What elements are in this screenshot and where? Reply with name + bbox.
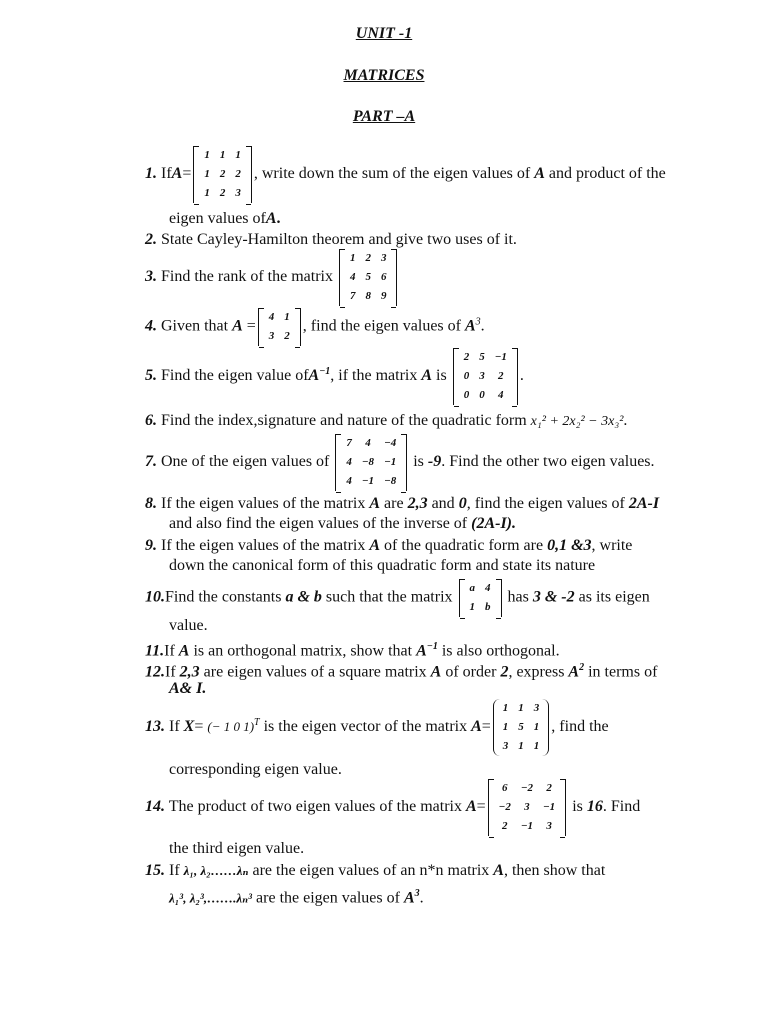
matrix-cell: −1 [543, 801, 556, 813]
matrix-cell: b [485, 601, 491, 613]
matrix-cell: 4 [268, 311, 275, 323]
question-text: If [161, 165, 172, 183]
question-number: 5. [145, 367, 157, 385]
question-text: and also find the eigen values of the inverse of [169, 515, 468, 532]
question-text: If the eigen values of the matrix [161, 537, 366, 554]
exponent: 3 [475, 316, 481, 328]
question-9-continued [169, 556, 595, 576]
matrix-grid [498, 699, 545, 756]
exponent: 2 [579, 662, 585, 673]
exponent: 3 [414, 888, 420, 899]
question-number: 14. [145, 798, 165, 816]
matrix-row [494, 817, 561, 836]
matrix-symbol: A [471, 718, 482, 736]
matrix-cell: 0 [479, 389, 485, 401]
matrix-cell: 1 [518, 740, 524, 752]
question-1-continued [169, 209, 281, 229]
matrix-cell: 2 [463, 351, 470, 363]
matrix-cell: 1 [204, 187, 210, 199]
matrix-cell: 4 [365, 437, 371, 449]
matrix-row [459, 367, 512, 386]
question-text: If [164, 642, 175, 660]
matrix-cell: 1 [533, 740, 540, 752]
matrix-cell: 4 [346, 456, 352, 468]
question-text: , find the eigen values of [466, 495, 625, 512]
order-value: 2 [500, 663, 509, 681]
question-text: such that the matrix [325, 588, 453, 606]
matrix-symbol: A [493, 862, 504, 879]
matrix-symbol: A [265, 210, 277, 227]
question-14-continued [169, 839, 304, 859]
equals-sign: = [476, 798, 486, 816]
question-1 [145, 146, 738, 203]
matrix-grid [459, 348, 512, 405]
question-14 [145, 779, 738, 836]
question-text: the third eigen value. [169, 840, 305, 857]
matrix-symbol: A [568, 663, 580, 681]
matrix-symbol: A [534, 165, 545, 183]
question-number: 15. [145, 862, 165, 879]
question-text: Find the index,signature and nature of the quadratic form [161, 412, 527, 429]
matrix-row [341, 453, 401, 472]
question-number: 1. [145, 165, 157, 183]
matrix-grid [494, 779, 561, 836]
matrix [193, 146, 252, 203]
matrix-grid [465, 579, 496, 617]
matrix-cell: 6 [502, 782, 508, 794]
matrix-grid [345, 249, 392, 306]
question-12 [145, 658, 738, 682]
question-number: 7. [145, 453, 157, 471]
question-text: . Find [602, 798, 641, 816]
question-text: . Find the other two eigen values. [441, 453, 655, 471]
question-13-continued [169, 760, 342, 780]
matrix-row [494, 798, 561, 817]
question-text: as its eigen [578, 588, 650, 606]
question-text: Given that [161, 317, 229, 335]
question-12-continued [169, 679, 206, 699]
matrix-symbol: A [171, 165, 183, 183]
matrix-cell: 2 [235, 168, 241, 180]
matrix-cell: 3 [380, 252, 387, 264]
matrix-cell: 4 [349, 271, 356, 283]
matrix-symbol: A [232, 317, 243, 335]
matrix-row [345, 249, 392, 268]
matrix-cell: 1 [219, 149, 226, 161]
constants: a & b [285, 588, 322, 606]
exponent: −1 [426, 641, 438, 652]
equals-sign: = [481, 718, 491, 736]
matrix-row [494, 779, 561, 798]
question-5 [145, 348, 738, 405]
matrix-cell: 3 [502, 740, 509, 752]
eigen-value: -9 [427, 453, 442, 471]
question-8 [145, 494, 738, 514]
expression: (2A-I). [471, 515, 517, 532]
left-paren [493, 699, 500, 756]
matrix-row [264, 327, 295, 346]
question-text: and product of the [548, 165, 666, 183]
transpose-mark: T [254, 716, 260, 728]
matrix-row [498, 718, 545, 737]
matrix-cell: a [469, 582, 476, 594]
question-text: value. [169, 617, 208, 634]
matrix-row [498, 737, 545, 756]
matrix-cell: 9 [380, 290, 387, 302]
matrix-cell: 1 [235, 149, 241, 161]
question-2 [145, 230, 738, 250]
matrix-cell: −1 [384, 456, 397, 468]
equals-sign: = [194, 718, 204, 736]
matrix-symbol: A [369, 537, 381, 554]
matrix-symbol: A [403, 889, 415, 907]
question-text: Find the eigen value of [161, 367, 309, 385]
matrix-cell: 7 [346, 437, 352, 449]
question-number: 9. [145, 537, 157, 554]
matrix-cell: 0 [463, 389, 470, 401]
matrix-cell: 2 [502, 820, 508, 832]
question-text: Find the rank of the matrix [161, 268, 333, 286]
matrix-row [264, 308, 295, 327]
question-text: , find the [551, 718, 609, 736]
question-text: are the eigen values of [256, 889, 400, 907]
question-text: has [507, 588, 529, 606]
question-number: 3. [145, 268, 157, 286]
question-text: in terms of [588, 663, 658, 681]
question-text: One of the eigen values of [161, 453, 330, 471]
matrix [258, 308, 301, 346]
matrix-cell: 2 [284, 330, 290, 342]
matrix-row [459, 348, 512, 367]
matrix [459, 579, 502, 617]
matrix-cell: 1 [502, 721, 509, 733]
matrix-cell: 0 [463, 370, 470, 382]
question-text: The product of two eigen values of the matrix [168, 798, 462, 816]
matrix [493, 699, 550, 756]
question-text: is an orthogonal matrix, show that [193, 642, 413, 660]
matrix-cell: 1 [502, 702, 509, 714]
question-text: corresponding eigen value. [169, 761, 342, 778]
matrix-cell: 1 [518, 702, 524, 714]
question-9 [145, 536, 738, 556]
matrix-cell: −1 [520, 820, 534, 832]
matrix-cell: −2 [498, 801, 511, 813]
matrix-grid [341, 434, 401, 491]
matrix-cell: 3 [268, 330, 275, 342]
question-text: down the canonical form of this quadratic form and state its nature [169, 557, 596, 574]
question-text: , find the eigen values of [302, 317, 461, 335]
question-text: Find the constants [165, 588, 282, 606]
matrix-row [465, 579, 496, 598]
period: . [419, 889, 424, 907]
question-10-continued [169, 616, 208, 636]
matrix [453, 348, 518, 405]
matrix-row [341, 472, 401, 491]
matrix-cell: −8 [384, 475, 397, 487]
part-heading: PART –A [352, 108, 416, 125]
unit-heading: UNIT -1 [355, 25, 413, 42]
matrix-cell: −1 [494, 351, 507, 363]
question-text: is [436, 367, 447, 385]
matrix-cell: 4 [485, 582, 491, 594]
question-8-continued [169, 514, 516, 534]
matrix-cell: −4 [384, 437, 397, 449]
matrix [488, 779, 567, 836]
question-number: 13. [145, 718, 165, 736]
matrix-row [199, 184, 246, 203]
eigen-values: 3 & -2 [532, 588, 575, 606]
question-number: 2. [145, 231, 157, 248]
matrix-grid [264, 308, 295, 346]
exponent: −1 [319, 365, 331, 377]
matrix-symbol: A [421, 367, 433, 385]
eigen-values-cubed: λ₁³, λ₂³,…….λₙ³ [169, 890, 253, 906]
topic-heading: MATRICES [343, 67, 425, 84]
question-6 [145, 411, 738, 432]
matrix-cell: 2 [365, 252, 371, 264]
expression: A& I. [169, 680, 207, 697]
eigen-vector: (− 1 0 1) [207, 719, 255, 735]
product-value: 16 [586, 798, 603, 816]
matrix-symbol: A [465, 798, 477, 816]
matrix-symbol: A [464, 317, 476, 335]
question-number: 12. [145, 663, 165, 681]
question-15-continued [169, 884, 424, 908]
question-text: are [384, 495, 404, 512]
question-text: and [431, 495, 455, 512]
matrix-symbol: A [369, 495, 381, 512]
matrix-cell: 2 [546, 782, 552, 794]
question-text: If [165, 663, 176, 681]
matrix-cell: 1 [284, 311, 290, 323]
matrix-cell: 3 [235, 187, 241, 199]
matrix-row [465, 598, 496, 617]
question-text: , write [591, 537, 633, 554]
question-text: If [169, 718, 180, 736]
period: . [623, 412, 628, 429]
eigen-values: 2,3 [179, 663, 200, 681]
matrix-symbol: A [430, 663, 442, 681]
eigen-values: 2,3 [407, 495, 428, 512]
matrix-cell: 3 [546, 820, 552, 832]
matrix [335, 434, 407, 491]
matrix-cell: 3 [533, 702, 540, 714]
question-text: are the eigen values of an n*n matrix [252, 862, 490, 879]
equals-sign: = [242, 317, 256, 335]
question-text: are eigen values of a square matrix [203, 663, 427, 681]
matrix-cell: −1 [361, 475, 375, 487]
equals-sign: = [182, 165, 192, 183]
matrix-row [199, 165, 246, 184]
question-15 [145, 861, 738, 881]
matrix-symbol: A [416, 642, 427, 660]
question-number: 11. [145, 642, 165, 660]
question-text: is also orthogonal. [441, 642, 560, 660]
matrix-grid [199, 146, 246, 203]
eigen-value: 0 [458, 495, 467, 512]
question-7 [145, 434, 738, 491]
question-text: , write down the sum of the eigen values of [253, 165, 531, 183]
right-paren [542, 699, 549, 756]
expression: 2A-I [628, 495, 660, 512]
question-13 [145, 699, 738, 756]
matrix-cell: 5 [365, 271, 371, 283]
matrix-row [199, 146, 246, 165]
matrix-cell: 5 [479, 351, 485, 363]
question-text: , then show that [503, 862, 606, 879]
question-text: If the eigen values of the matrix [161, 495, 366, 512]
matrix-row [341, 434, 401, 453]
question-text: is [572, 798, 583, 816]
question-text: is the eigen vector of the matrix [263, 718, 468, 736]
quadratic-form: x₁² + 2x₂² − 3x₃² [530, 414, 624, 429]
matrix-cell: 2 [219, 187, 226, 199]
matrix-row [459, 386, 512, 405]
question-text: is [413, 453, 424, 471]
matrix-row [498, 699, 545, 718]
question-text: eigen values of [169, 210, 266, 227]
question-number: 4. [145, 317, 157, 335]
question-text: If [169, 862, 180, 879]
matrix-cell: 1 [204, 168, 210, 180]
question-number: 6. [145, 412, 157, 429]
period: . [480, 317, 485, 335]
eigen-values: 0,1 &3 [547, 537, 592, 554]
matrix-cell: 3 [524, 801, 530, 813]
question-4 [145, 308, 738, 346]
question-text: of the quadratic form are [384, 537, 544, 554]
question-text: State Cayley-Hamilton theorem and give two uses of it. [161, 231, 517, 248]
matrix-cell: 1 [469, 601, 476, 613]
matrix-cell: 2 [498, 370, 504, 382]
matrix-cell: 7 [349, 290, 356, 302]
matrix-cell: 5 [518, 721, 524, 733]
matrix-cell: 6 [380, 271, 387, 283]
question-number: 10. [145, 588, 165, 606]
matrix-symbol: A [308, 367, 320, 385]
matrix-cell: 4 [498, 389, 504, 401]
matrix-cell: 1 [204, 149, 210, 161]
period: . [519, 367, 524, 385]
question-number: 8. [145, 495, 157, 512]
period: . [276, 210, 281, 227]
matrix-cell: −8 [361, 456, 375, 468]
question-text: , if the matrix [330, 367, 418, 385]
question-text: of order [445, 663, 497, 681]
matrix-cell: 1 [533, 721, 540, 733]
matrix-cell: 1 [349, 252, 356, 264]
matrix-cell: −2 [520, 782, 534, 794]
question-3 [145, 249, 738, 306]
question-text: , express [508, 663, 565, 681]
matrix-symbol: A [178, 642, 190, 660]
matrix-cell: 4 [346, 475, 352, 487]
matrix-row [345, 287, 392, 306]
matrix-cell: 2 [219, 168, 226, 180]
vector-symbol: X [183, 718, 195, 736]
matrix [339, 249, 398, 306]
eigen-values: λ₁, λ₂……λₙ [183, 863, 249, 878]
matrix-row [345, 268, 392, 287]
matrix-cell: 3 [479, 370, 485, 382]
question-10 [145, 579, 738, 617]
matrix-cell: 8 [365, 290, 371, 302]
